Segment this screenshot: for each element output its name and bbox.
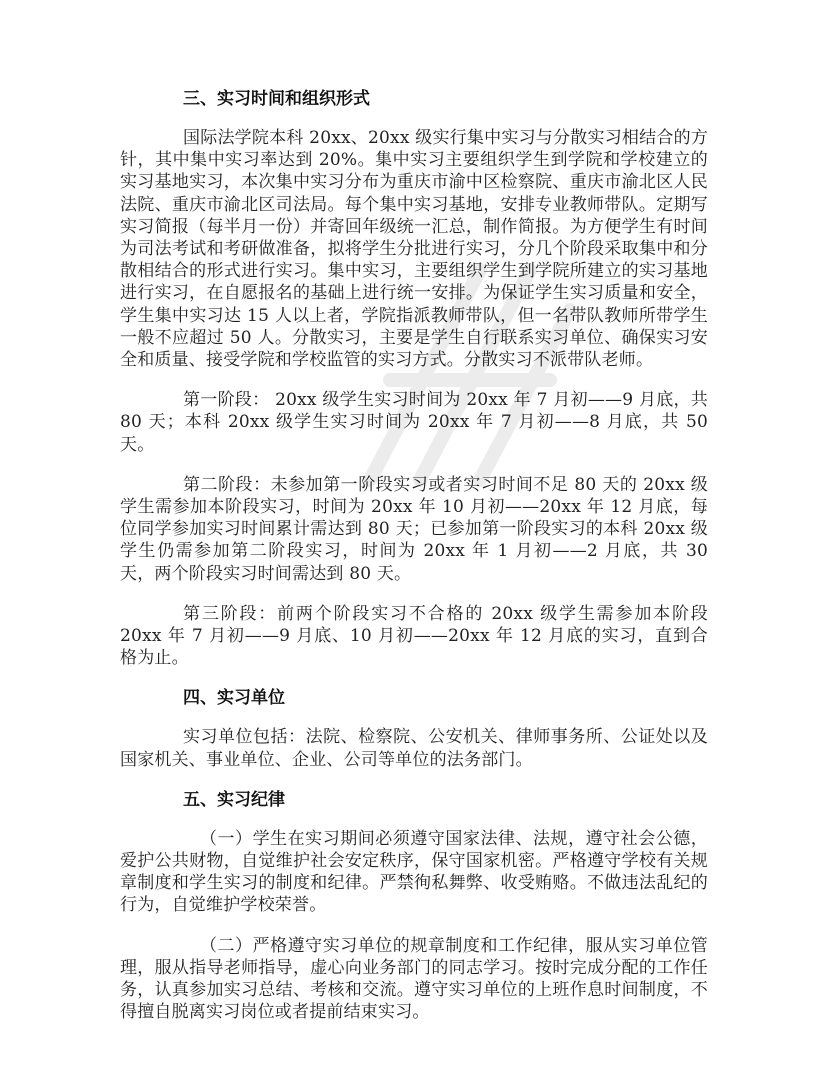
paragraph-units: 实习单位包括：法院、检察院、公安机关、律师事务所、公证处以及国家机关、事业单位、企业、公司等单位的法务部门。 (120, 727, 708, 770)
paragraph-stage-one: 第一阶段： 20xx 级学生实习时间为 20xx 年 7 月初——9 月底，共 80 天；本科 20xx 级学生实习时间为 20xx 年 7 月初——8 月底，共 50 天。 (120, 390, 708, 455)
paragraph-discipline-one: （一）学生在实习期间必须遵守国家法律、法规，遵守社会公德，爱护公共财物，自觉维护社会安定秩序，保守国家机密。严格遵守学校有关规章制度和学生实习的制度和纪律。严禁徇私舞弊、收受贿赂。不做违法乱纪的行为，自觉维护学校荣誉。 (120, 828, 708, 916)
section-heading-internship-units: 四、实习单位 (183, 688, 285, 709)
paragraph-stage-three: 第三阶段：前两个阶段实习不合格的 20xx 级学生需参加本阶段 20xx 年 7 月初——9 月底、10 月初——20xx 年 12 月底的实习，直到合格为止。 (120, 603, 708, 669)
paragraph-discipline-two: （二）严格遵守实习单位的规章制度和工作纪律，服从实习单位管理，服从指导老师指导，虚心向业务部门的同志学习。按时完成分配的工作任务，认真参加实习总结、考核和交流。遵守实习单位的上班作息时间制度，不得擅自脱离实习岗位或者提前结束实习。 (120, 935, 708, 1023)
section-heading-time-and-form: 三、实习时间和组织形式 (183, 89, 370, 109)
document-page (120, 88, 708, 1042)
section-heading-discipline: 五、实习纪律 (183, 789, 285, 810)
paragraph-stage-two: 第二阶段：未参加第一阶段实习或者实习时间不足 80 天的 20xx 级学生需参加本阶段实习，时间为 20xx 年 10 月初——20xx 年 12 月底，每位同学参加实习时间累计需达到 80 天；已参加第一阶段实习的本科 20xx 级学生仍需参加第二阶段实习，时间为 20xx 年 1 月初——2 月底，共 30 天，两个阶段实习时间需达到 80 天。 (120, 474, 708, 584)
paragraph-overview: 国际法学院本科 20xx、20xx 级实行集中实习与分散实习相结合的方针，其中集中实习率达到 20%。集中实习主要组织学生到学院和学校建立的实习基地实习，本次集中实习分布为重庆市渝中区检察院、重庆市渝北区人民法院、重庆市渝北区司法局。每个集中实习基地，安排专业教师带队。定期写实习简报（每半月一份）并寄回年级统一汇总，制作简报。为方便学生有时间为司法考试和考研做准备，拟将学生分批进行实习，分几个阶段采取集中和分散相结合的形式进行实习。集中实习，主要组织学生到学院所建立的实习基地进行实习，在自愿报名的基础上进行统一安排。为保证学生实习质量和安全，学生集中实习达 15 人以上者，学院指派教师带队，但一名带队教师所带学生一般不应超过 50 人。分散实习，主要是学生自行联系实习单位、确保实习安全和质量、接受学院和学校监管的实习方式。分散实习不派带队老师。 (120, 128, 708, 371)
